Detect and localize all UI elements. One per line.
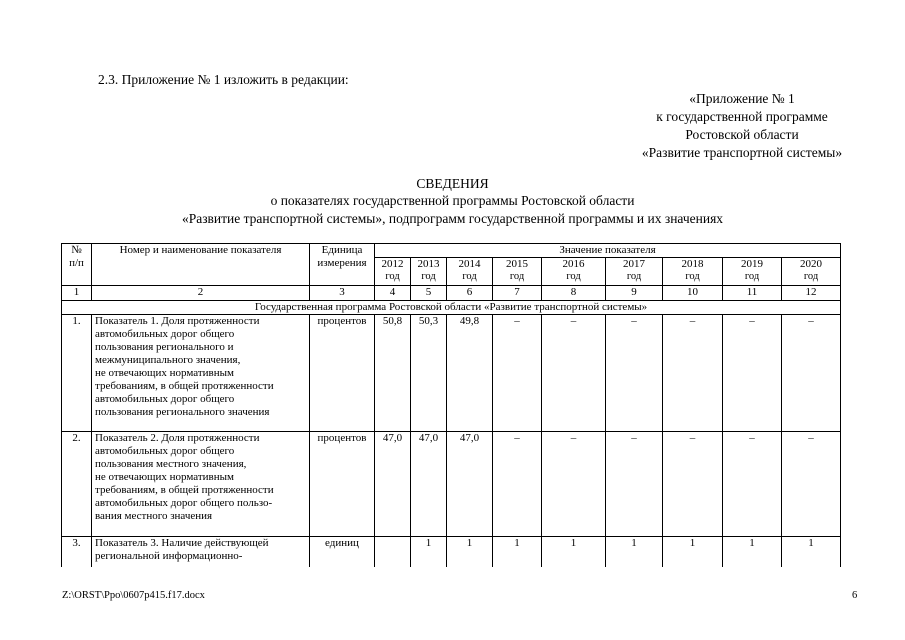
value-cell: 1 <box>782 537 841 567</box>
col-number: 6 <box>447 286 493 301</box>
intro-line: 2.3. Приложение № 1 изложить в редакции: <box>98 72 349 87</box>
header-unit-sublabel: измерения <box>317 257 367 269</box>
header-num-sublabel: п/п <box>69 257 84 269</box>
year-suffix: год <box>462 271 477 282</box>
indicator-name-line: не отвечающих нормативным <box>95 471 234 483</box>
header-year-2019 <box>723 258 782 286</box>
year-suffix: год <box>385 271 400 282</box>
year-suffix: год <box>685 271 700 282</box>
document-subtitle-line-1: о показателях государственной программы Ростовской области <box>270 193 635 208</box>
indicator-name-line: пользования регионального значения <box>95 406 270 418</box>
indicator-name-line: автомобильных дорог общего <box>95 445 235 457</box>
year-suffix: год <box>509 271 525 282</box>
header-name-cell: Номер и наименование показателя <box>92 244 310 286</box>
value-cell: – <box>606 315 663 432</box>
header-values-group: Значение показателя <box>375 244 841 258</box>
value-cell: 1 <box>411 537 447 567</box>
header-year-2014 <box>447 258 493 286</box>
page-number: 6 <box>852 590 858 601</box>
col-number: 10 <box>663 286 723 301</box>
appendix-line-4: «Развитие транспортной системы» <box>641 145 843 160</box>
header-row-1 <box>62 244 841 258</box>
col-number: 12 <box>782 286 841 301</box>
header-year-2017 <box>606 258 663 286</box>
indicator-name <box>92 432 310 537</box>
value-cell: 1 <box>447 537 493 567</box>
header-year-2020 <box>782 258 841 286</box>
col-number: 4 <box>375 286 411 301</box>
document-heading: СВЕДЕНИЯ <box>416 176 489 191</box>
section-row <box>62 301 841 315</box>
value-cell: 1 <box>606 537 663 567</box>
col-number: 9 <box>606 286 663 301</box>
column-numbers-row <box>62 286 841 301</box>
table-row <box>62 432 841 537</box>
col-number: 5 <box>411 286 447 301</box>
indicator-name-line: Показатель 2. Доля протяженности <box>95 432 260 444</box>
indicator-name <box>92 537 310 567</box>
col-number: 7 <box>493 286 542 301</box>
value-cell: – <box>723 432 782 537</box>
value-cell <box>375 537 411 567</box>
year-label: 2017 <box>623 258 645 270</box>
header-year-2018 <box>663 258 723 286</box>
table-row <box>62 537 841 567</box>
col-number: 3 <box>310 286 375 301</box>
value-cell: – <box>782 315 841 432</box>
col-number: 1 <box>62 286 92 301</box>
col-number: 2 <box>92 286 310 301</box>
value-cell: – <box>663 315 723 432</box>
value-cell: 47,0 <box>411 432 447 537</box>
header-year-2015 <box>493 258 542 286</box>
unit-cell: единиц <box>310 537 375 567</box>
indicator-name-line: пользования регионального и <box>95 341 234 353</box>
indicator-name-line: автомобильных дорог общего пользо- <box>95 497 273 509</box>
year-suffix: год <box>421 271 436 282</box>
value-cell: 1 <box>542 537 606 567</box>
value-cell: – <box>606 432 663 537</box>
year-suffix: год <box>803 271 819 282</box>
value-cell: – <box>663 432 723 537</box>
indicator-name <box>92 315 310 432</box>
indicator-name-line: требованиям, в общей протяженности <box>95 380 274 392</box>
unit-cell: процентов <box>310 315 375 432</box>
value-cell: – <box>782 432 841 537</box>
value-cell: – <box>493 315 542 432</box>
unit-cell: процентов <box>310 432 375 537</box>
header-num-cell <box>62 244 92 286</box>
year-label: 2012 <box>381 258 404 270</box>
indicator-name-line: региональной информационно- <box>95 550 243 562</box>
indicator-name-line: Показатель 1. Доля протяженности <box>95 315 260 327</box>
indicator-name-line: требованиям, в общей протяженности <box>95 484 274 496</box>
indicator-name-line: Показатель 3. Наличие действующей <box>95 537 269 549</box>
header-year-2012 <box>375 258 411 286</box>
value-cell: 49,8 <box>447 315 493 432</box>
indicator-name-line: вания местного значения <box>95 510 213 522</box>
value-cell: 1 <box>723 537 782 567</box>
appendix-line-2: к государственной программе <box>656 109 828 124</box>
row-number: 3. <box>62 537 92 567</box>
indicators-table <box>61 243 841 567</box>
year-suffix: год <box>744 271 760 282</box>
year-label: 2015 <box>506 258 528 270</box>
header-unit-label: Единица <box>321 244 363 256</box>
indicator-name-line: автомобильных дорог общего <box>95 328 235 340</box>
header-year-2016 <box>542 258 606 286</box>
header-num-label: № <box>71 244 82 256</box>
value-cell: 50,8 <box>375 315 411 432</box>
year-label: 2019 <box>741 258 763 270</box>
value-cell: 1 <box>493 537 542 567</box>
header-unit-cell <box>310 244 375 286</box>
value-cell: 47,0 <box>375 432 411 537</box>
col-number: 11 <box>723 286 782 301</box>
value-cell: 47,0 <box>447 432 493 537</box>
value-cell: – <box>723 315 782 432</box>
year-label: 2016 <box>562 258 585 270</box>
year-suffix: год <box>626 271 642 282</box>
indicator-name-line: не отвечающих нормативным <box>95 367 234 379</box>
year-label: 2020 <box>800 258 822 270</box>
indicator-name-line: автомобильных дорог общего <box>95 393 235 405</box>
header-year-2013 <box>411 258 447 286</box>
year-label: 2013 <box>417 258 440 270</box>
document-subtitle-line-2: «Развитие транспортной системы», подпрограмм государственной программы и их значениях <box>181 211 724 226</box>
row-number: 1. <box>62 315 92 432</box>
value-cell: – <box>542 432 606 537</box>
value-cell: 1 <box>663 537 723 567</box>
indicator-name-line: пользования местного значения, <box>95 458 247 470</box>
indicator-name-line: межмуниципального значения, <box>95 354 241 366</box>
year-label: 2014 <box>458 258 481 270</box>
value-cell: – <box>542 315 606 432</box>
year-suffix: год <box>566 271 581 282</box>
footer-file-path: Z:\ORST\Ppo\0607p415.f17.docx <box>62 590 205 601</box>
value-cell: – <box>493 432 542 537</box>
year-label: 2018 <box>681 258 704 270</box>
value-cell: 50,3 <box>411 315 447 432</box>
section-title: Государственная программа Ростовской области «Развитие транспортной системы» <box>62 301 841 315</box>
appendix-line-3: Ростовской области <box>685 127 799 142</box>
col-number: 8 <box>542 286 606 301</box>
table-row <box>62 315 841 432</box>
appendix-line-1: «Приложение № 1 <box>689 91 795 106</box>
row-number: 2. <box>62 432 92 537</box>
